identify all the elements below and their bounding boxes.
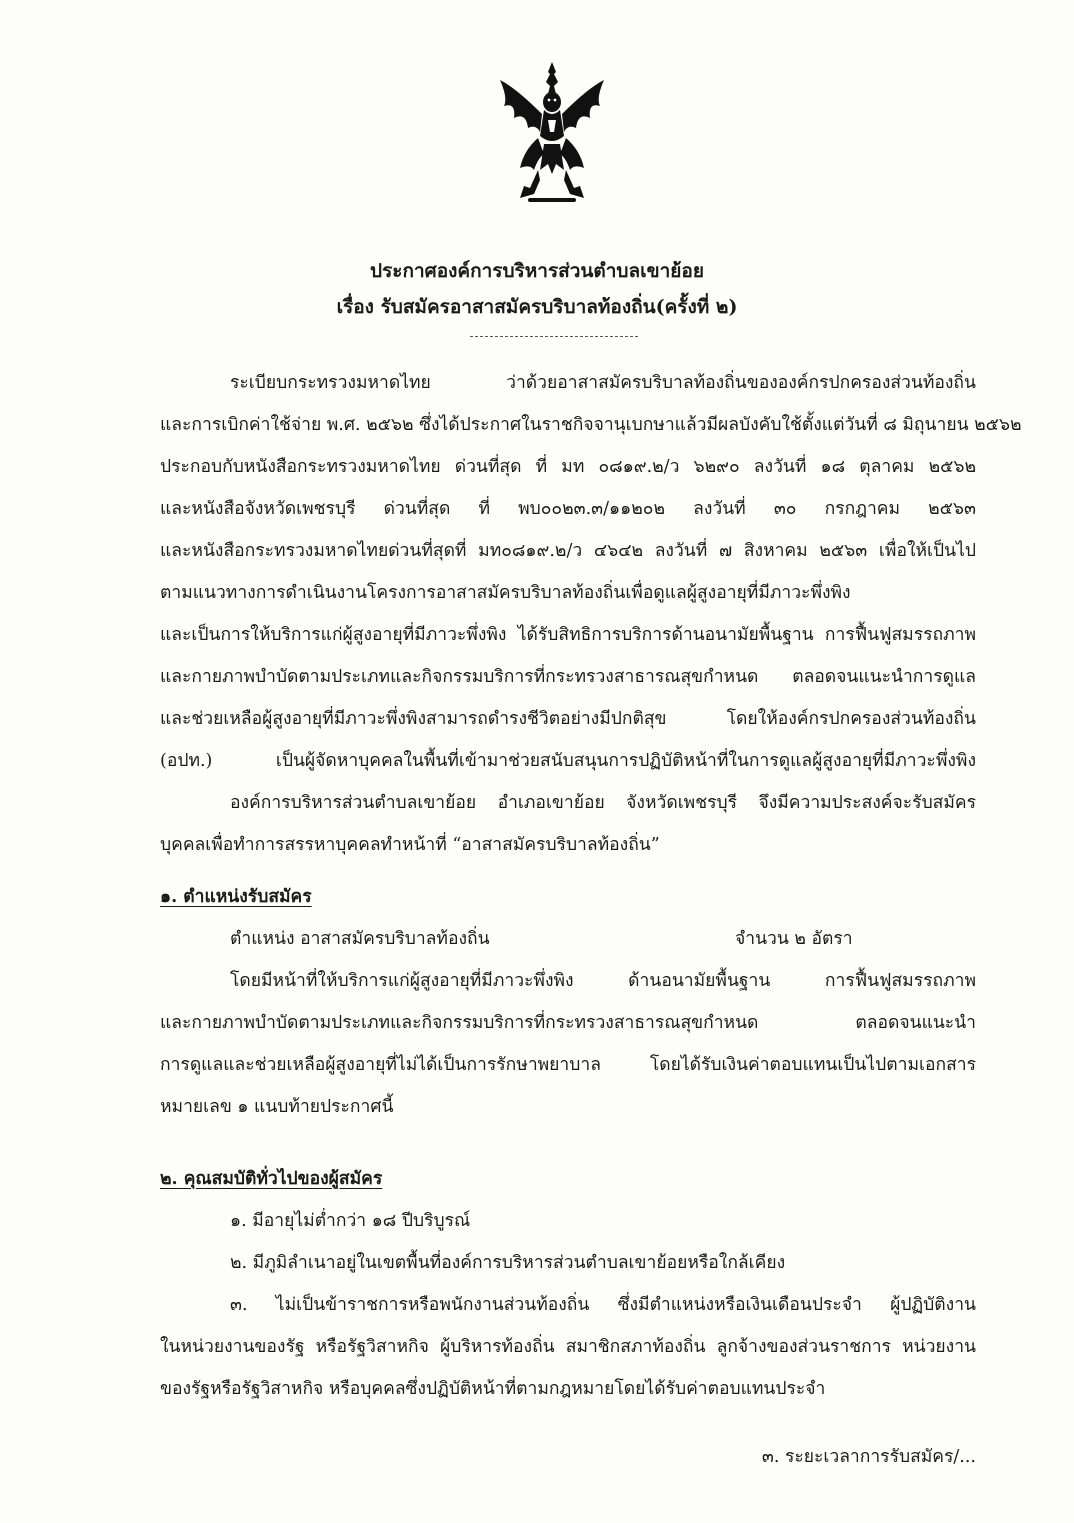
- qualification-item: ๑. มีอายุไม่ต่ำกว่า ๑๘ ปีบริบูรณ์: [230, 1211, 471, 1231]
- intro-line: และหนังสือจังหวัดเพชรบุรี ด่วนที่สุด ที่ พบ๐๐๒๓.๓/๑๑๒๐๒ ลงวันที่ ๓๐ กรกฎาคม ๒๕๖๓: [160, 499, 976, 519]
- section2-heading: ๒. คุณสมบัติทั่วไปของผู้สมัคร: [160, 1169, 383, 1189]
- announcement-subject: เรื่อง รับสมัครอาสาสมัครบริบาลท้องถิ่น(ครั้งที่ ๒): [336, 296, 738, 318]
- title-divider: [470, 336, 638, 337]
- next-page-reference: ๓. ระยะเวลาการรับสมัคร/...: [761, 1447, 976, 1467]
- intro-line: และกายภาพบำบัดตามประเภทและกิจกรรมบริการที่กระทรวงสาธารณสุขกำหนด ตลอดจนแนะนำการดูแล: [160, 667, 976, 687]
- intro-line: และหนังสือกระทรวงมหาดไทยด่วนที่สุดที่ มท๐๘๑๙.๒/ว ๔๖๔๒ ลงวันที่ ๗ สิงหาคม ๒๕๖๓ เพื่อให้เป็นไป: [160, 541, 976, 561]
- intro-line: (อปท.) เป็นผู้จัดหาบุคคลในพื้นที่เข้ามาช่วยสนับสนุนการปฏิบัติหน้าที่ในการดูแลผู้สูงอายุที่มีภาวะพึ่งพิง: [160, 751, 976, 771]
- intro-line: ตามแนวทางการดำเนินงานโครงการอาสาสมัครบริบาลท้องถิ่นเพื่อดูแลผู้สูงอายุที่มีภาวะพึ่งพิง: [160, 583, 851, 603]
- duty-line: โดยมีหน้าที่ให้บริการแก่ผู้สูงอายุที่มีภาวะพึ่งพิง ด้านอนามัยพื้นฐาน การฟื้นฟูสมรรถภาพ: [230, 971, 976, 991]
- intro-line: และเป็นการให้บริการแก่ผู้สูงอายุที่มีภาวะพึ่งพิง ได้รับสิทธิการบริการด้านอนามัยพื้นฐาน การฟื้นฟูสมรรถภาพ: [160, 625, 976, 645]
- qualification-item: ๒. มีภูมิลำเนาอยู่ในเขตพื้นที่องค์การบริหารส่วนตำบลเขาย้อยหรือใกล้เคียง: [230, 1253, 786, 1273]
- section1-heading: ๑. ตำแหน่งรับสมัคร: [160, 887, 312, 907]
- duty-line: และกายภาพบำบัดตามประเภทและกิจกรรมบริการที่กระทรวงสาธารณสุขกำหนด ตลอดจนแนะนำ: [160, 1013, 976, 1033]
- intro-line: ระเบียบกระทรวงมหาดไทย ว่าด้วยอาสาสมัครบริบาลท้องถิ่นขององค์กรปกครองส่วนท้องถิ่น: [230, 373, 976, 393]
- qualification-item: ๓. ไม่เป็นข้าราชการหรือพนักงานส่วนท้องถิ่น ซึ่งมีตำแหน่งหรือเงินเดือนประจำ ผู้ปฏิบัติงาน: [230, 1295, 976, 1315]
- intro-line: องค์การบริหารส่วนตำบลเขาย้อย อำเภอเขาย้อย จังหวัดเพชรบุรี จึงมีความประสงค์จะรับสมัคร: [230, 793, 976, 813]
- position-quota: จำนวน ๒ อัตรา: [735, 929, 853, 949]
- position-name: ตำแหน่ง อาสาสมัครบริบาลท้องถิ่น: [230, 929, 490, 949]
- qualification-item: ของรัฐหรือรัฐวิสาหกิจ หรือบุคคลซึ่งปฏิบัติหน้าที่ตามกฎหมายโดยได้รับค่าตอบแทนประจำ: [160, 1379, 826, 1399]
- intro-line: ประกอบกับหนังสือกระทรวงมหาดไทย ด่วนที่สุด ที่ มท ๐๘๑๙.๒/ว ๖๒๙๐ ลงวันที่ ๑๘ ตุลาคม ๒๕๖๒: [160, 457, 976, 477]
- intro-line: และการเบิกค่าใช้จ่าย พ.ศ. ๒๕๖๒ ซึ่งได้ประกาศในราชกิจจานุเบกษาแล้วมีผลบังคับใช้ตั้งแต่วันที่ ๘ มิถุนายน ๒๕๖๒: [160, 415, 1022, 435]
- duty-line: การดูแลและช่วยเหลือผู้สูงอายุที่ไม่ได้เป็นการรักษาพยาบาล โดยได้รับเงินค่าตอบแทนเป็นไปตามเอกสาร: [160, 1055, 976, 1075]
- garuda-emblem-icon: [494, 58, 610, 208]
- qualification-item: ในหน่วยงานของรัฐ หรือรัฐวิสาหกิจ ผู้บริหารท้องถิ่น สมาชิกสภาท้องถิ่น ลูกจ้างของส่วนราชการ หน่วยงาน: [160, 1337, 976, 1357]
- duty-line: หมายเลข ๑ แนบท้ายประกาศนี้: [160, 1097, 394, 1117]
- announcement-title: ประกาศองค์การบริหารส่วนตำบลเขาย้อย: [370, 260, 704, 282]
- intro-line: และช่วยเหลือผู้สูงอายุที่มีภาวะพึ่งพิงสามารถดำรงชีวิตอย่างมีปกติสุข โดยให้องค์กรปกครองส่วนท้องถิ่น: [160, 709, 976, 729]
- intro-line: บุคคลเพื่อทำการสรรหาบุคคลทำหน้าที่ “อาสาสมัครบริบาลท้องถิ่น”: [160, 835, 660, 855]
